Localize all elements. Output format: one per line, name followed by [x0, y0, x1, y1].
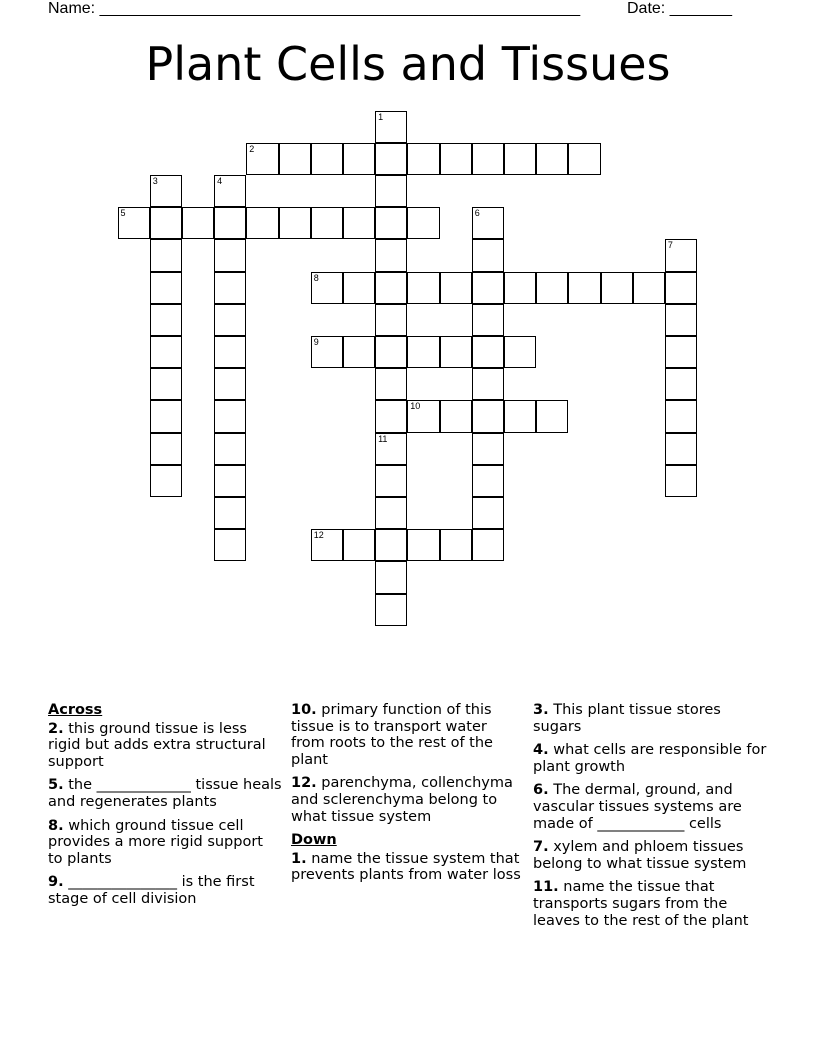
clue-number: 7	[667, 240, 673, 251]
clue-across-2: 2. this ground tissue is less rigid but adds extra structural support	[48, 720, 266, 770]
grid-cell[interactable]	[375, 594, 407, 626]
clue-number: 5	[120, 208, 126, 219]
clue-across-8: 8. which ground tissue cell provides a more rigid support to plants	[48, 817, 263, 867]
grid-cell[interactable]	[343, 272, 375, 304]
grid-cell[interactable]	[472, 239, 504, 271]
grid-cell[interactable]	[375, 433, 407, 465]
grid-cell[interactable]	[568, 143, 600, 175]
grid-cell[interactable]	[407, 400, 439, 432]
grid-cell[interactable]	[214, 433, 246, 465]
date-line: _______	[669, 0, 732, 17]
grid-cell[interactable]	[665, 433, 697, 465]
grid-cell[interactable]	[536, 143, 568, 175]
clue-number: 12	[313, 530, 324, 541]
grid-cell[interactable]	[504, 400, 536, 432]
grid-cell[interactable]	[311, 336, 343, 368]
clue-number: 4	[217, 175, 223, 186]
clue-across-9: 9. _______________ is the first stage of cell division	[48, 874, 255, 907]
grid-cell[interactable]	[246, 143, 278, 175]
grid-cell[interactable]	[665, 239, 697, 271]
clue-number: 11	[378, 433, 388, 444]
clue-down-4: 4. what cells are responsible for plant growth	[533, 742, 767, 775]
across-heading: Across	[48, 702, 103, 718]
grid-cell[interactable]	[279, 207, 311, 239]
grid-cell[interactable]	[375, 465, 407, 497]
grid-cell[interactable]	[150, 433, 182, 465]
clue-number: 8	[313, 272, 319, 283]
clue-number: 1	[378, 111, 384, 122]
grid-cell[interactable]	[214, 175, 246, 207]
grid-cell[interactable]	[214, 336, 246, 368]
grid-cell[interactable]	[375, 175, 407, 207]
clue-across-12: 12. parenchyma, collenchyma and sclerenchyma belong to what tissue system	[291, 775, 513, 825]
grid-cell[interactable]	[472, 433, 504, 465]
grid-cell[interactable]	[375, 336, 407, 368]
grid-cell[interactable]	[311, 143, 343, 175]
grid-cell[interactable]	[246, 207, 278, 239]
grid-cell[interactable]	[214, 368, 246, 400]
grid-cell[interactable]	[375, 400, 407, 432]
grid-cell[interactable]	[311, 207, 343, 239]
clue-number: 9	[313, 336, 319, 347]
grid-cell[interactable]	[665, 272, 697, 304]
grid-cell[interactable]	[343, 336, 375, 368]
grid-cell[interactable]	[472, 272, 504, 304]
grid-cell[interactable]	[150, 175, 182, 207]
grid-cell[interactable]	[440, 143, 472, 175]
grid-cell[interactable]	[472, 304, 504, 336]
grid-cell[interactable]	[214, 497, 246, 529]
clue-across-5: 5. the _____________ tissue heals and regenerates plants	[48, 777, 282, 810]
grid-cell[interactable]	[214, 272, 246, 304]
grid-cell[interactable]	[375, 207, 407, 239]
grid-cell[interactable]	[214, 465, 246, 497]
grid-cell[interactable]	[375, 368, 407, 400]
grid-cell[interactable]	[311, 272, 343, 304]
grid-cell[interactable]	[150, 368, 182, 400]
grid-cell[interactable]	[440, 400, 472, 432]
grid-cell[interactable]	[150, 400, 182, 432]
grid-cell[interactable]	[568, 272, 600, 304]
grid-cell[interactable]	[472, 368, 504, 400]
clues-column-1	[48, 702, 282, 915]
grid-cell[interactable]	[665, 368, 697, 400]
grid-cell[interactable]	[214, 304, 246, 336]
grid-cell[interactable]	[375, 304, 407, 336]
grid-cell[interactable]	[665, 400, 697, 432]
grid-cell[interactable]	[214, 207, 246, 239]
grid-cell[interactable]	[472, 400, 504, 432]
grid-cell[interactable]	[504, 143, 536, 175]
grid-cell[interactable]	[633, 272, 665, 304]
down-heading: Down	[291, 832, 337, 849]
grid-cell[interactable]	[150, 239, 182, 271]
grid-cell[interactable]	[150, 207, 182, 239]
grid-cell[interactable]	[150, 304, 182, 336]
grid-cell[interactable]	[343, 529, 375, 561]
grid-cell[interactable]	[601, 272, 633, 304]
grid-cell[interactable]	[407, 207, 439, 239]
grid-cell[interactable]	[375, 529, 407, 561]
clues-column-2	[291, 702, 525, 891]
grid-cell[interactable]	[182, 207, 214, 239]
grid-cell[interactable]	[472, 465, 504, 497]
grid-cell[interactable]	[665, 304, 697, 336]
grid-cell[interactable]	[665, 336, 697, 368]
clue-down-7: 7. xylem and phloem tissues belong to what tissue system	[533, 839, 747, 872]
grid-cell[interactable]	[214, 239, 246, 271]
grid-cell[interactable]	[504, 336, 536, 368]
clue-down-3: 3. This plant tissue stores sugars	[533, 702, 721, 735]
grid-cell[interactable]	[375, 561, 407, 593]
grid-cell[interactable]	[150, 336, 182, 368]
clues-column-3	[533, 702, 773, 936]
grid-cell[interactable]	[214, 529, 246, 561]
name-label: Name:	[48, 0, 96, 17]
clue-number: 3	[152, 175, 158, 186]
clue-across-10: 10. primary function of this tissue is to transport water from roots to the rest of the plant	[291, 702, 493, 768]
date-label: Date:	[627, 0, 666, 17]
grid-cell[interactable]	[472, 336, 504, 368]
grid-cell[interactable]	[150, 272, 182, 304]
grid-cell[interactable]	[214, 400, 246, 432]
grid-cell[interactable]	[440, 272, 472, 304]
grid-cell[interactable]	[311, 529, 343, 561]
clue-down-1: 1. name the tissue system that prevents plants from water loss	[291, 850, 521, 884]
grid-cell[interactable]	[118, 207, 150, 239]
grid-cell[interactable]	[665, 465, 697, 497]
grid-cell[interactable]	[440, 336, 472, 368]
grid-cell[interactable]	[536, 400, 568, 432]
clue-number: 2	[249, 143, 255, 154]
grid-cell[interactable]	[440, 529, 472, 561]
grid-cell[interactable]	[150, 465, 182, 497]
grid-cell[interactable]	[343, 143, 375, 175]
grid-cell[interactable]	[472, 143, 504, 175]
grid-cell[interactable]	[375, 497, 407, 529]
grid-cell[interactable]	[343, 207, 375, 239]
clue-down-6: 6. The dermal, ground, and vascular tissues systems are made of ____________ cells	[533, 782, 742, 832]
grid-cell[interactable]	[407, 272, 439, 304]
clue-number: 6	[474, 208, 480, 219]
grid-cell[interactable]	[375, 143, 407, 175]
grid-cell[interactable]	[472, 207, 504, 239]
grid-cell[interactable]	[536, 272, 568, 304]
grid-cell[interactable]	[472, 497, 504, 529]
page-title: Plant Cells and Tissues	[145, 37, 671, 91]
grid-cell[interactable]	[375, 111, 407, 143]
grid-cell[interactable]	[279, 143, 311, 175]
grid-cell[interactable]	[407, 529, 439, 561]
grid-cell[interactable]	[472, 529, 504, 561]
grid-cell[interactable]	[407, 336, 439, 368]
clue-down-11: 11. name the tissue that transports sugars from the leaves to the rest of the plant	[533, 879, 749, 929]
grid-cell[interactable]	[375, 239, 407, 271]
grid-cell[interactable]	[504, 272, 536, 304]
name-line: ______________________________________________________	[99, 0, 581, 17]
clue-number: 10	[410, 401, 421, 412]
grid-cell[interactable]	[407, 143, 439, 175]
grid-cell[interactable]	[375, 272, 407, 304]
